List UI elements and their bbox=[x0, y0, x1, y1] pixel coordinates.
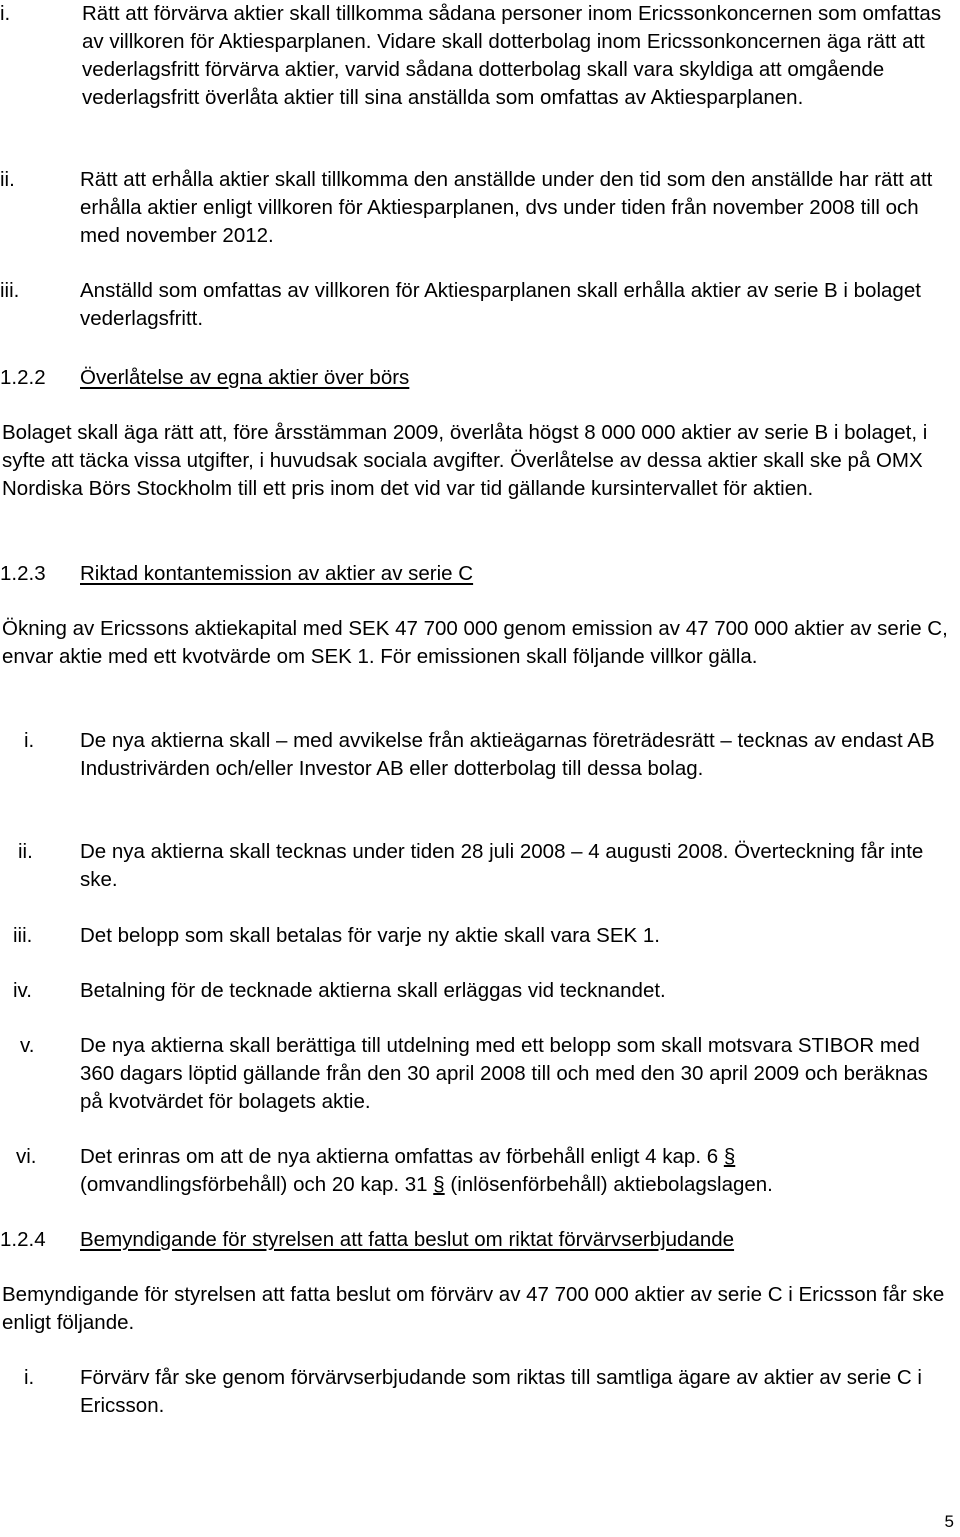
list-marker: vi. bbox=[16, 1145, 37, 1168]
paragraph: Ökning av Ericssons aktiekapital med SEK 47 700 000 genom emission av 47 700 000 aktier av serie C, envar aktie med ett kvotvärde om SEK 1. För emissionen skall följande villkor gälla. bbox=[2, 617, 948, 668]
list-text: De nya aktierna skall berättiga till utdelning med ett belopp som skall motsvara STIBOR med 360 dagars löptid gällande från den 30 april 2008 till och med den 30 april 2009 och beräknas på kvotvärdet för bolagets aktie. bbox=[80, 1034, 928, 1113]
section-number: 1.2.2 bbox=[0, 366, 46, 389]
list-text: Förvärv får ske genom förvärvserbjudande som riktas till samtliga ägare av aktier av serie C i Ericsson. bbox=[80, 1366, 922, 1417]
list-marker: iv. bbox=[13, 979, 32, 1002]
page-number: 5 bbox=[944, 1512, 954, 1531]
section-heading: Bemyndigande för styrelsen att fatta beslut om riktat förvärvserbjudande bbox=[80, 1228, 735, 1251]
list-marker: i. bbox=[24, 729, 35, 752]
list-marker: i. bbox=[0, 2, 11, 25]
list-text: Betalning för de tecknade aktierna skall erläggas vid tecknandet. bbox=[80, 979, 666, 1002]
section-sign: § bbox=[433, 1173, 445, 1196]
list-text bbox=[80, 1143, 940, 1199]
list-text-part: (omvandlingsförbehåll) och 20 kap. 31 bbox=[80, 1173, 434, 1196]
list-text-part: (inlösenförbehåll) aktiebolagslagen. bbox=[444, 1173, 773, 1196]
list-text: Rätt att erhålla aktier skall tillkomma den anställde under den tid som den anställde har rätt att erhålla aktier enligt villkoren för Aktiesparplanen, dvs under tiden från november 2008 till och med november 2012. bbox=[80, 168, 933, 247]
list-text: Anställd som omfattas av villkoren för Aktiesparplanen skall erhålla aktier av serie B i bolaget vederlagsfritt. bbox=[80, 279, 921, 330]
list-text: Det belopp som skall betalas för varje ny aktie skall vara SEK 1. bbox=[80, 924, 660, 947]
paragraph: Bemyndigande för styrelsen att fatta beslut om förvärv av 47 700 000 aktier av serie C i Ericsson får ske enligt följande. bbox=[2, 1283, 945, 1334]
list-marker: v. bbox=[20, 1034, 35, 1057]
paragraph: Bolaget skall äga rätt att, före årsstämman 2009, överlåta högst 8 000 000 aktier av serie B i bolaget, i syfte att täcka vissa utgifter, i huvudsak sociala avgifter. Överlåtelse av dessa aktier skall ske på OMX Nordiska Börs Stockholm till ett pris inom det vid var tid gällande kursintervallet för aktien. bbox=[2, 421, 928, 500]
section-number: 1.2.4 bbox=[0, 1228, 46, 1251]
list-text: De nya aktierna skall – med avvikelse från aktieägarnas företrädesrätt – tecknas av endast AB Industrivärden och/eller Investor AB eller dotterbolag till dessa bolag. bbox=[80, 729, 935, 780]
section-number: 1.2.3 bbox=[0, 562, 46, 585]
list-text: Rätt att förvärva aktier skall tillkomma sådana personer inom Ericssonkoncernen som omfattas av villkoren för Aktiesparplanen. Vidare skall dotterbolag inom Ericssonkoncernen äga rätt att vederlagsfritt förvärva aktier, varvid sådana dotterbolag skall vara skyldiga att omgående vederlagsfritt överlåta aktier till sina anställda som omfattas av Aktiesparplanen. bbox=[82, 2, 942, 109]
list-marker: iii. bbox=[0, 279, 20, 302]
list-text: De nya aktierna skall tecknas under tiden 28 juli 2008 – 4 augusti 2008. Överteckning får inte ske. bbox=[80, 840, 924, 891]
section-heading: Riktad kontantemission av aktier av serie C bbox=[80, 562, 474, 585]
list-marker: iii. bbox=[13, 924, 33, 947]
list-marker: ii. bbox=[0, 168, 15, 191]
list-marker: i. bbox=[24, 1366, 35, 1389]
section-heading: Överlåtelse av egna aktier över börs bbox=[80, 366, 410, 389]
section-sign: § bbox=[723, 1145, 736, 1168]
list-text-part: Det erinras om att de nya aktierna omfattas av förbehåll enligt 4 kap. 6 bbox=[80, 1145, 724, 1168]
list-marker: ii. bbox=[18, 840, 33, 863]
